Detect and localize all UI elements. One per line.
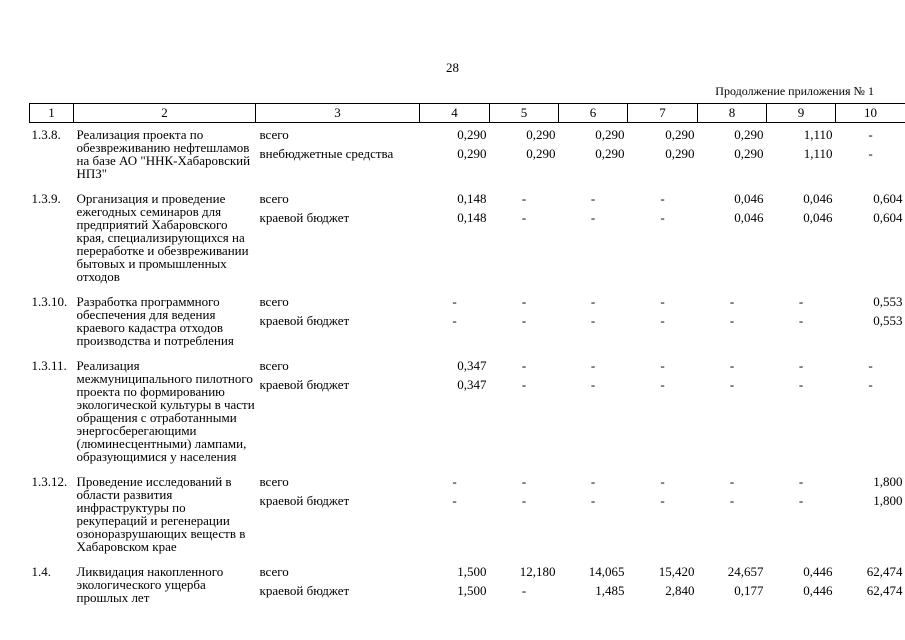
funding-source-label: краевой бюджет xyxy=(259,210,350,225)
funding-value: - xyxy=(521,377,527,392)
funding-value: - xyxy=(660,191,665,206)
column-header: 8 xyxy=(698,104,767,123)
measure-name: Организация и проведение ежегодных семинаров для предприятий Хабаровского края, специализирующихся на переработке и обезвреживании бытовых и промышленных отходов xyxy=(76,191,249,284)
funding-value: 0,446 xyxy=(803,583,833,598)
funding-value: 0,553 xyxy=(873,313,903,328)
funding-value: 0,290 xyxy=(734,127,764,142)
funding-value: - xyxy=(660,294,665,309)
funding-value: - xyxy=(868,127,873,142)
value-cell xyxy=(490,560,559,611)
value-cell xyxy=(698,354,767,470)
funding-source xyxy=(256,378,420,397)
funding-value: - xyxy=(798,493,804,508)
funding-source xyxy=(256,295,420,314)
funding-value: - xyxy=(660,210,665,225)
funding-value: 0,553 xyxy=(873,294,903,309)
funding-value: 0,177 xyxy=(734,583,764,598)
funding-value: - xyxy=(868,146,873,161)
funding-value: - xyxy=(521,210,527,225)
value-cell xyxy=(490,354,559,470)
value-cell xyxy=(836,560,905,611)
funding-value: 14,065 xyxy=(588,564,625,579)
funding-value: - xyxy=(452,493,457,508)
funding-value: 0,046 xyxy=(734,210,764,225)
value-cell xyxy=(420,470,490,560)
funding-value: - xyxy=(798,313,804,328)
value-cell xyxy=(767,470,836,560)
page-number: 28 xyxy=(446,60,459,75)
funding-value: - xyxy=(798,377,804,392)
funding-source-label: всего xyxy=(259,294,289,309)
funding-source-label: краевой бюджет xyxy=(259,313,350,328)
funding-source-label: краевой бюджет xyxy=(259,583,350,598)
value-cell xyxy=(836,187,905,290)
funding-value: 1,500 xyxy=(457,564,487,579)
row-number: 1.3.11. xyxy=(31,358,67,373)
funding-value: - xyxy=(521,493,527,508)
funding-value: - xyxy=(590,474,596,489)
value-cell xyxy=(559,187,628,290)
funding-value: 1,110 xyxy=(803,146,833,161)
funding-source-cell xyxy=(256,123,420,188)
appendix-continuation-label: Продолжение приложения № 1 xyxy=(715,84,874,98)
funding-value: 0,604 xyxy=(873,191,903,206)
funding-value: - xyxy=(660,493,665,508)
funding-source xyxy=(256,584,420,603)
measure-name: Реализация межмуниципального пилотного проекта по формированию экологической культуры в части обращения с отработанными энергосберегающими (люминесцентными) лампами, образующимися у населения xyxy=(76,358,255,464)
value-cell xyxy=(628,290,698,354)
funding-source-label: краевой бюджет xyxy=(259,493,350,508)
funding-source-label: всего xyxy=(259,191,289,206)
funding-value: 0,446 xyxy=(803,564,833,579)
funding-value: 0,290 xyxy=(595,127,625,142)
value-cell xyxy=(420,354,490,470)
row-number: 1.3.10. xyxy=(31,294,68,309)
measure-name: Проведение исследований в области развития инфраструктуры по рекупераций и регенерации озоноразрушающих веществ в Хабаровском крае xyxy=(76,474,246,554)
funding-value: 0,347 xyxy=(457,377,487,392)
funding-value: - xyxy=(868,377,873,392)
funding-value: - xyxy=(798,474,804,489)
value-cell xyxy=(628,187,698,290)
funding-value: - xyxy=(590,294,596,309)
funding-value: 1,800 xyxy=(873,493,903,508)
row-number: 1.3.9. xyxy=(31,191,61,206)
funding-value: - xyxy=(452,313,457,328)
column-header: 3 xyxy=(256,104,420,123)
funding-value: 0,290 xyxy=(734,146,764,161)
column-header: 9 xyxy=(767,104,836,123)
measure-name: Разработка программного обеспечения для ведения краевого кадастра отходов производства и потребления xyxy=(76,294,234,348)
funding-value: - xyxy=(729,377,735,392)
funding-value: 15,420 xyxy=(658,564,695,579)
funding-value: 0,604 xyxy=(873,210,903,225)
funding-value: 0,148 xyxy=(457,210,487,225)
funding-value: - xyxy=(452,294,457,309)
value-cell xyxy=(698,560,767,611)
funding-source-label: всего xyxy=(259,358,289,373)
value-cell xyxy=(420,123,490,188)
funding-source-label: всего xyxy=(259,564,289,579)
funding-value: 0,046 xyxy=(734,191,764,206)
table-row xyxy=(30,470,905,560)
funding-value: - xyxy=(729,474,735,489)
funding-value: - xyxy=(521,474,527,489)
value-cell xyxy=(767,290,836,354)
funding-source-label: всего xyxy=(259,127,289,142)
value-cell xyxy=(628,123,698,188)
table-header-row xyxy=(30,104,905,123)
funding-source xyxy=(256,147,420,173)
funding-value: 1,110 xyxy=(803,127,833,142)
value-cell xyxy=(490,290,559,354)
funding-value: 0,290 xyxy=(665,146,695,161)
value-cell xyxy=(767,123,836,188)
value-cell xyxy=(490,187,559,290)
funding-value: 0,290 xyxy=(457,146,487,161)
value-cell xyxy=(628,354,698,470)
funding-value: - xyxy=(729,358,735,373)
funding-source-label: краевой бюджет xyxy=(259,377,350,392)
funding-value: 62,474 xyxy=(866,564,903,579)
funding-source xyxy=(256,192,420,211)
value-cell xyxy=(628,470,698,560)
value-cell xyxy=(767,187,836,290)
value-cell xyxy=(559,290,628,354)
table-row xyxy=(30,123,905,188)
funding-value: 0,046 xyxy=(803,191,833,206)
funding-value: - xyxy=(660,358,665,373)
value-cell xyxy=(420,290,490,354)
funding-value: 2,840 xyxy=(665,583,695,598)
column-header: 1 xyxy=(30,104,74,123)
funding-value: 0,148 xyxy=(457,191,487,206)
funding-source xyxy=(256,128,420,147)
funding-value: - xyxy=(521,294,527,309)
table-row xyxy=(30,560,905,611)
funding-value: - xyxy=(798,294,804,309)
value-cell xyxy=(698,123,767,188)
value-cell xyxy=(836,123,905,188)
measure-name: Ликвидация накопленного экологического ущерба прошлых лет xyxy=(76,564,224,605)
funding-value: - xyxy=(521,583,527,598)
row-number: 1.3.8. xyxy=(31,127,61,142)
funding-source-cell xyxy=(256,560,420,611)
funding-source xyxy=(256,565,420,584)
funding-value: - xyxy=(590,358,596,373)
row-number: 1.4. xyxy=(31,564,51,579)
funding-source-label: всего xyxy=(259,474,289,489)
table-row xyxy=(30,290,905,354)
funding-value: - xyxy=(590,191,596,206)
funding-source xyxy=(256,359,420,378)
column-header: 4 xyxy=(420,104,490,123)
funding-value: 62,474 xyxy=(866,583,903,598)
value-cell xyxy=(698,470,767,560)
funding-source-cell xyxy=(256,290,420,354)
funding-value: 0,290 xyxy=(526,146,556,161)
funding-source xyxy=(256,314,420,333)
funding-source xyxy=(256,475,420,494)
funding-value: - xyxy=(660,474,665,489)
funding-source xyxy=(256,211,420,230)
funding-value: - xyxy=(521,313,527,328)
measure-name: Реализация проекта по обезвреживанию нефтешламов на базе АО "ННК-Хабаровский НПЗ" xyxy=(76,127,251,181)
funding-value: 1,485 xyxy=(595,583,625,598)
funding-value: - xyxy=(590,313,596,328)
value-cell xyxy=(628,560,698,611)
value-cell xyxy=(698,290,767,354)
funding-value: - xyxy=(660,377,665,392)
funding-source-label: внебюджетные средства xyxy=(259,146,394,161)
budget-table xyxy=(29,103,905,611)
value-cell xyxy=(559,354,628,470)
column-header: 7 xyxy=(628,104,698,123)
funding-value: - xyxy=(729,294,735,309)
funding-value: 1,800 xyxy=(873,474,903,489)
value-cell xyxy=(698,187,767,290)
value-cell xyxy=(559,470,628,560)
funding-value: 24,657 xyxy=(727,564,764,579)
funding-value: 0,290 xyxy=(457,127,487,142)
table-row xyxy=(30,187,905,290)
value-cell xyxy=(836,354,905,470)
funding-value: - xyxy=(798,358,804,373)
column-header: 10 xyxy=(836,104,905,123)
value-cell xyxy=(767,354,836,470)
column-header: 6 xyxy=(559,104,628,123)
value-cell xyxy=(559,123,628,188)
value-cell xyxy=(767,560,836,611)
funding-value: - xyxy=(729,493,735,508)
value-cell xyxy=(420,187,490,290)
funding-source xyxy=(256,494,420,513)
value-cell xyxy=(559,560,628,611)
table-body xyxy=(30,123,905,612)
funding-value: - xyxy=(729,313,735,328)
funding-value: - xyxy=(452,474,457,489)
funding-value: 0,290 xyxy=(526,127,556,142)
funding-value: - xyxy=(660,313,665,328)
funding-value: 0,347 xyxy=(457,358,487,373)
funding-value: - xyxy=(521,358,527,373)
funding-source-cell xyxy=(256,187,420,290)
funding-value: 12,180 xyxy=(519,564,556,579)
value-cell xyxy=(836,290,905,354)
funding-value: 0,290 xyxy=(595,146,625,161)
column-header: 5 xyxy=(490,104,559,123)
row-number: 1.3.12. xyxy=(31,474,68,489)
funding-value: - xyxy=(868,358,873,373)
funding-value: 0,046 xyxy=(803,210,833,225)
funding-source-cell xyxy=(256,470,420,560)
funding-source-cell xyxy=(256,354,420,470)
funding-value: - xyxy=(521,191,527,206)
value-cell xyxy=(836,470,905,560)
funding-value: 0,290 xyxy=(665,127,695,142)
value-cell xyxy=(490,470,559,560)
funding-value: - xyxy=(590,493,596,508)
funding-value: - xyxy=(590,377,596,392)
column-header: 2 xyxy=(74,104,256,123)
value-cell xyxy=(420,560,490,611)
funding-value: 1,500 xyxy=(457,583,487,598)
table-row xyxy=(30,354,905,470)
value-cell xyxy=(490,123,559,188)
funding-value: - xyxy=(590,210,596,225)
